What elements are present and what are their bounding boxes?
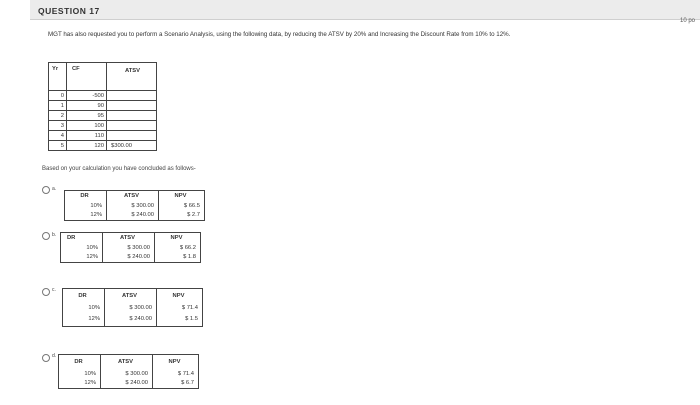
cell-dr: 12%	[59, 379, 101, 389]
table-row	[61, 243, 201, 253]
table-row	[59, 369, 199, 379]
table-row	[49, 131, 157, 141]
table-row	[49, 91, 157, 101]
cell-npv: $ 1.8	[155, 253, 201, 263]
table-header-row	[65, 191, 205, 201]
table-row	[65, 211, 205, 221]
cell-yr: 3	[49, 121, 67, 131]
cash-flow-table	[48, 62, 157, 151]
cell-yr: 4	[49, 131, 67, 141]
cell-cf: 100	[67, 121, 107, 131]
header-cf: CF	[67, 63, 107, 91]
cell-npv: $ 6.7	[153, 379, 199, 389]
cell-atsv: $ 300.00	[105, 303, 157, 313]
header-dr: DR	[65, 191, 107, 201]
cell-atsv: $ 240.00	[103, 253, 155, 263]
option-c-letter: c.	[52, 287, 56, 293]
cell-yr: 0	[49, 91, 67, 101]
cell-npv: $ 66.2	[155, 243, 201, 253]
option-b-radio[interactable]	[42, 232, 50, 240]
cell-dr: 12%	[65, 211, 107, 221]
cell-cf: 90	[67, 101, 107, 111]
table-row	[61, 253, 201, 263]
table-header-row	[63, 289, 203, 303]
option-a-letter: a.	[52, 186, 57, 192]
option-a-radio[interactable]	[42, 186, 50, 194]
header-yr: Yr	[49, 63, 67, 91]
option-c-table	[62, 288, 203, 327]
cell-atsv: $ 240.00	[107, 211, 159, 221]
question-title: QUESTION 17	[38, 6, 100, 16]
cell-dr: 10%	[61, 243, 103, 253]
cell-atsv: $ 240.00	[101, 379, 153, 389]
option-a-table	[64, 190, 205, 221]
cell-npv: $ 2.7	[159, 211, 205, 221]
cell-npv: $ 66.5	[159, 201, 205, 211]
table-row	[63, 303, 203, 313]
cell-atsv: $ 300.00	[101, 369, 153, 379]
cell-npv: $ 71.4	[157, 303, 203, 313]
cell-atsv: $ 300.00	[107, 201, 159, 211]
points-label: 10 po	[680, 18, 696, 24]
question-prompt: MGT has also requested you to perform a Scenario Analysis, using the following data, by reducing the ATSV by 20% and Increasing the Discount Rate from 10% to 12%.	[48, 31, 511, 38]
table-row	[49, 121, 157, 131]
option-b-letter: b.	[52, 232, 57, 238]
question-header	[30, 0, 700, 20]
cell-atsv	[107, 131, 157, 141]
conclusion-text: Based on your calculation you have concluded as follows-	[42, 166, 196, 172]
option-d-radio[interactable]	[42, 354, 50, 362]
cell-atsv	[107, 91, 157, 101]
header-npv: NPV	[155, 233, 201, 243]
table-row	[49, 101, 157, 111]
table-row	[49, 141, 157, 151]
cell-atsv	[107, 101, 157, 111]
table-row	[63, 313, 203, 327]
table-row	[59, 379, 199, 389]
table-row	[65, 201, 205, 211]
table-header-row	[49, 63, 157, 91]
table-header-row	[61, 233, 201, 243]
cell-npv: $ 71.4	[153, 369, 199, 379]
cell-cf: 110	[67, 131, 107, 141]
cell-dr: 12%	[63, 313, 105, 327]
cell-dr: 10%	[65, 201, 107, 211]
cell-atsv	[107, 111, 157, 121]
cell-atsv: $300.00	[107, 141, 157, 151]
option-d-letter: d.	[52, 353, 57, 359]
cell-cf: -500	[67, 91, 107, 101]
table-row	[49, 111, 157, 121]
cell-dr: 10%	[59, 369, 101, 379]
table-header-row	[59, 355, 199, 369]
header-dr: DR	[63, 289, 105, 303]
header-atsv: ATSV	[107, 63, 157, 91]
header-dr: DR	[61, 233, 103, 243]
cell-atsv: $ 240.00	[105, 313, 157, 327]
header-npv: NPV	[159, 191, 205, 201]
cell-npv: $ 1.5	[157, 313, 203, 327]
header-atsv: ATSV	[101, 355, 153, 369]
cell-cf: 95	[67, 111, 107, 121]
header-atsv: ATSV	[103, 233, 155, 243]
header-npv: NPV	[153, 355, 199, 369]
header-atsv: ATSV	[107, 191, 159, 201]
option-d-table	[58, 354, 199, 389]
option-b-table	[60, 232, 201, 263]
cell-atsv	[107, 121, 157, 131]
cell-yr: 2	[49, 111, 67, 121]
cell-yr: 5	[49, 141, 67, 151]
option-c-radio[interactable]	[42, 288, 50, 296]
header-dr: DR	[59, 355, 101, 369]
header-npv: NPV	[157, 289, 203, 303]
header-atsv: ATSV	[105, 289, 157, 303]
cell-cf: 120	[67, 141, 107, 151]
cell-yr: 1	[49, 101, 67, 111]
cell-dr: 10%	[63, 303, 105, 313]
cell-atsv: $ 300.00	[103, 243, 155, 253]
cell-dr: 12%	[61, 253, 103, 263]
